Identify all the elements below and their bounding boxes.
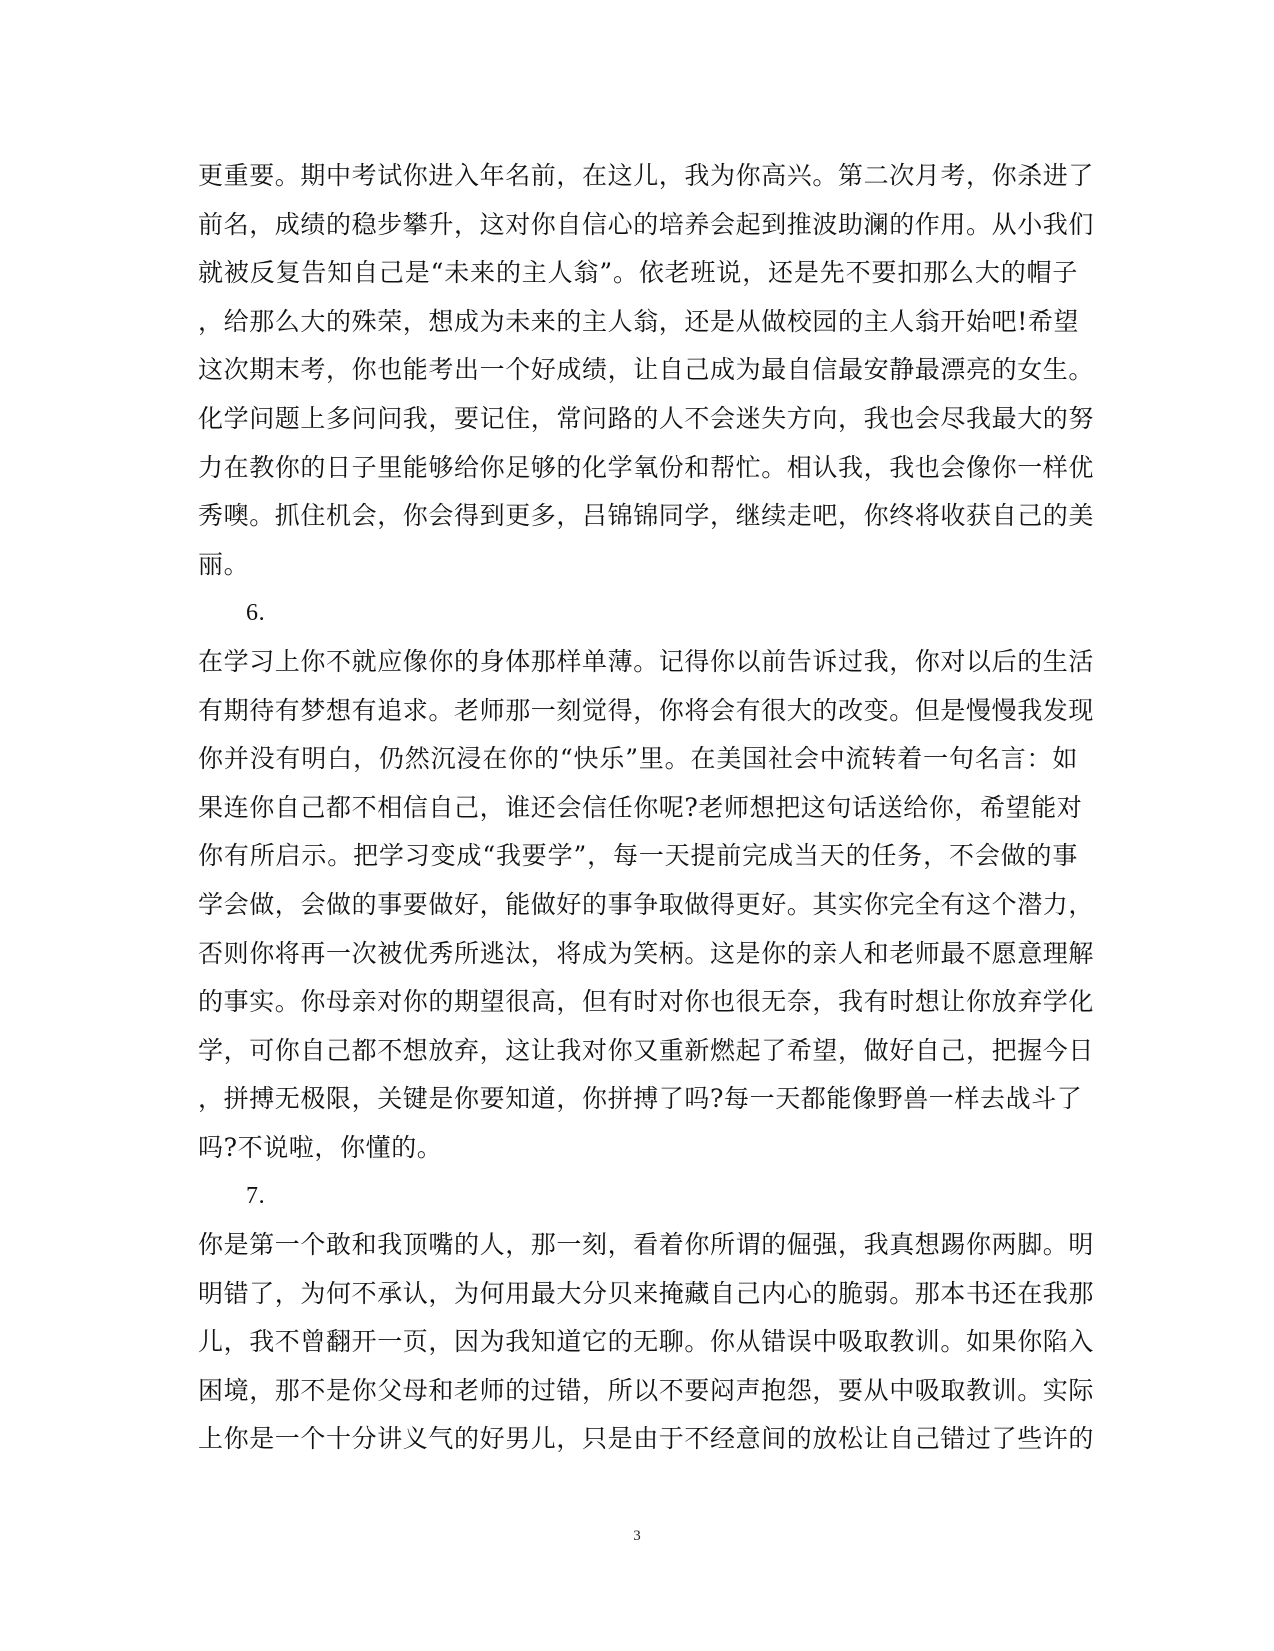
- text-line: ，给那么大的殊荣，想成为未来的主人翁，还是从做校园的主人翁开始吧!希望: [198, 306, 1080, 336]
- text-line: 上你是一个十分讲义气的好男儿，只是由于不经意间的放松让自己错过了些许的: [198, 1424, 1095, 1454]
- text-line: 化学问题上多问问我，要记住，常问路的人不会迷失方向，我也会尽我最大的努: [198, 403, 1095, 433]
- text-line: 前名，成绩的稳步攀升，这对你自信心的培养会起到推波助澜的作用。从小我们: [198, 209, 1095, 239]
- text-line: 就被反复告知自己是“未来的主人翁”。依老班说，还是先不要扣那么大的帽子: [198, 258, 1078, 288]
- text-line: 你并没有明白，仍然沉浸在你的“快乐”里。在美国社会中流转着一句名言：如: [198, 744, 1078, 774]
- text-line: ，拼搏无极限，关键是你要知道，你拼搏了吗?每一天都能像野兽一样去战斗了: [198, 1084, 1083, 1114]
- text-line: 更重要。期中考试你进入年名前，在这儿，我为你高兴。第二次月考，你杀进了: [198, 161, 1095, 190]
- text-line: 明错了，为何不承认，为何用最大分贝来掩藏自己内心的脆弱。那本书还在我那: [198, 1278, 1095, 1308]
- text-line: 你是第一个敢和我顶嘴的人，那一刻，看着你所谓的倔强，我真想踢你两脚。明: [198, 1230, 1095, 1260]
- section-number: 7.: [246, 1183, 266, 1210]
- text-line: 秀噢。抓住机会，你会得到更多，吕锦锦同学，继续走吧，你终将收获自己的美: [198, 501, 1095, 531]
- text-line: 学会做，会做的事要做好，能做好的事争取做得更好。其实你完全有这个潜力，: [198, 889, 1095, 919]
- text-line: 学，可你自己都不想放弃，这让我对你又重新燃起了希望，做好自己，把握今日: [198, 1035, 1095, 1065]
- text-line: 力在教你的日子里能够给你足够的化学氧份和帮忙。相认我，我也会像你一样优: [198, 452, 1095, 482]
- text-line: 儿，我不曾翻开一页，因为我知道它的无聊。你从错误中吸取教训。如果你陷入: [198, 1327, 1095, 1357]
- text-line: 在学习上你不就应像你的身体那样单薄。记得你以前告诉过我，你对以后的生活: [198, 646, 1095, 676]
- text-line: 丽。: [198, 549, 250, 579]
- text-line: 你有所启示。把学习变成“我要学”，每一天提前完成当天的任务，不会做的事: [198, 841, 1078, 871]
- text-line: 吗?不说啦，你懂的。: [198, 1132, 443, 1162]
- section-number: 6.: [246, 600, 266, 627]
- text-line: 这次期末考，你也能考出一个好成绩，让自己成为最自信最安静最漂亮的女生。: [198, 355, 1095, 385]
- text-line: 果连你自己都不相信自己，谁还会信任你呢?老师想把这句话送给你，希望能对: [198, 792, 1083, 822]
- page-number: 3: [633, 1528, 641, 1544]
- text-line: 有期待有梦想有追求。老师那一刻觉得，你将会有很大的改变。但是慢慢我发现: [198, 695, 1095, 725]
- text-line: 的事实。你母亲对你的期望很高，但有时对你也很无奈，我有时想让你放弃学化: [198, 987, 1095, 1017]
- body-text: [198, 158, 1095, 1470]
- text-line: 否则你将再一次被优秀所逃汰，将成为笑柄。这是你的亲人和老师最不愿意理解: [198, 938, 1095, 968]
- text-line: 困境，那不是你父母和老师的过错，所以不要闷声抱怨，要从中吸取教训。实际: [198, 1375, 1095, 1405]
